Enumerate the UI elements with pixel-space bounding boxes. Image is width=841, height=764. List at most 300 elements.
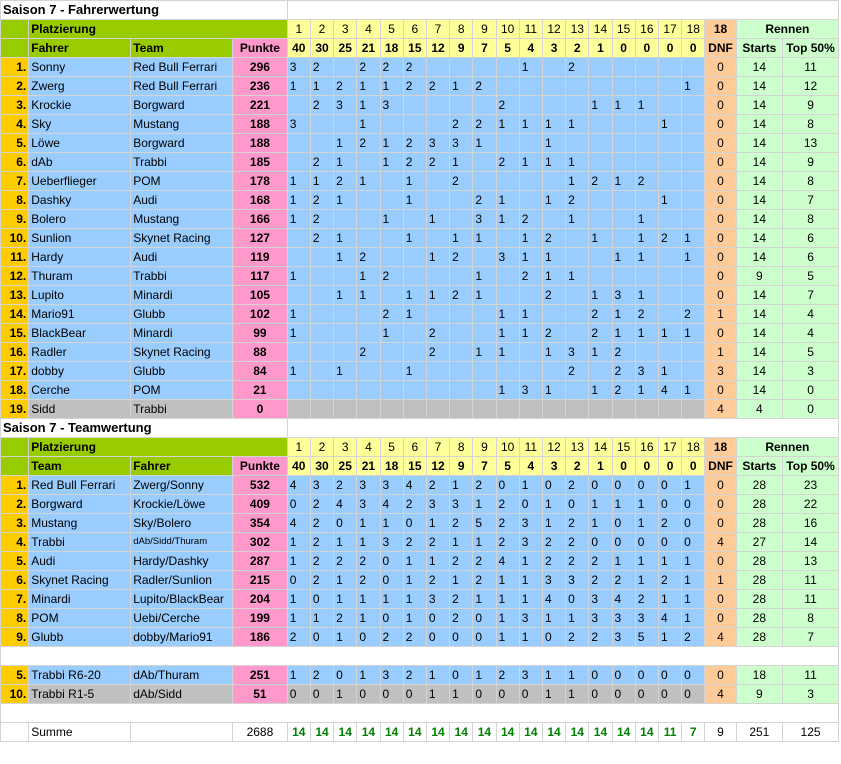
race-result-cell[interactable]: 2: [658, 229, 681, 248]
name-cell[interactable]: Mario91: [29, 305, 131, 324]
race-result-cell[interactable]: [682, 400, 705, 419]
race-result-cell[interactable]: [357, 400, 380, 419]
race-result-cell[interactable]: [287, 381, 310, 400]
points-cell[interactable]: 51: [233, 685, 288, 704]
starts-cell[interactable]: 14: [736, 96, 782, 115]
race-result-cell[interactable]: [380, 400, 403, 419]
race-result-cell[interactable]: [287, 248, 310, 267]
platzierung-header[interactable]: Platzierung: [29, 20, 287, 39]
race-result-cell[interactable]: 1: [658, 324, 681, 343]
race-result-cell[interactable]: 0: [426, 628, 449, 647]
race-result-cell[interactable]: [473, 324, 496, 343]
race-result-cell[interactable]: 2: [310, 552, 333, 571]
race-result-cell[interactable]: [426, 58, 449, 77]
race-result-cell[interactable]: [403, 381, 426, 400]
race-result-cell[interactable]: 0: [658, 685, 681, 704]
race-result-cell[interactable]: 3: [380, 96, 403, 115]
race-result-cell[interactable]: [450, 58, 473, 77]
rank-cell[interactable]: 17.: [1, 362, 29, 381]
race-result-cell[interactable]: [658, 58, 681, 77]
points-scheme-header[interactable]: 1: [589, 39, 612, 58]
top50-cell[interactable]: 13: [783, 552, 839, 571]
race-result-cell[interactable]: [589, 115, 612, 134]
rank-cell[interactable]: 3.: [1, 96, 29, 115]
points-cell[interactable]: 166: [233, 210, 288, 229]
rank-cell[interactable]: 7.: [1, 590, 29, 609]
race-number-header[interactable]: 6: [403, 20, 426, 39]
race-result-cell[interactable]: 1: [496, 191, 519, 210]
race-result-cell[interactable]: 2: [426, 571, 449, 590]
race-result-cell[interactable]: 0: [496, 685, 519, 704]
race-result-cell[interactable]: 1: [287, 609, 310, 628]
race-number-header[interactable]: 10: [496, 438, 519, 457]
header-corner[interactable]: [1, 20, 29, 39]
race-result-cell[interactable]: 1: [658, 115, 681, 134]
race-result-cell[interactable]: 2: [450, 552, 473, 571]
race-result-cell[interactable]: 2: [403, 495, 426, 514]
race-result-cell[interactable]: 0: [589, 685, 612, 704]
race-result-cell[interactable]: [334, 324, 357, 343]
race-result-cell[interactable]: [519, 191, 542, 210]
race-result-cell[interactable]: [310, 248, 333, 267]
punkte-column-header[interactable]: Punkte: [233, 457, 288, 476]
race-result-cell[interactable]: 0: [658, 666, 681, 685]
race-result-cell[interactable]: 0: [426, 609, 449, 628]
race-result-cell[interactable]: [542, 400, 565, 419]
race-result-cell[interactable]: 2: [310, 96, 333, 115]
dnf-cell[interactable]: 0: [705, 286, 736, 305]
race-result-cell[interactable]: 1: [287, 210, 310, 229]
race-result-cell[interactable]: [357, 210, 380, 229]
race-result-cell[interactable]: 1: [496, 210, 519, 229]
team-cell[interactable]: Mustang: [131, 115, 233, 134]
race-result-cell[interactable]: [612, 191, 635, 210]
top50-cell[interactable]: 4: [783, 305, 839, 324]
race-result-cell[interactable]: 1: [682, 248, 705, 267]
race-number-header[interactable]: 7: [426, 20, 449, 39]
race-result-cell[interactable]: 0: [612, 514, 635, 533]
drivers-cell[interactable]: dAb/Sidd/Thuram: [131, 533, 233, 552]
race-result-cell[interactable]: 2: [426, 324, 449, 343]
race-result-cell[interactable]: 3: [426, 495, 449, 514]
race-result-cell[interactable]: 0: [612, 666, 635, 685]
race-result-cell[interactable]: 0: [496, 476, 519, 495]
summe-race-cell[interactable]: 14: [473, 723, 496, 742]
race-result-cell[interactable]: 1: [635, 286, 658, 305]
points-scheme-header[interactable]: 4: [519, 39, 542, 58]
race-result-cell[interactable]: 4: [334, 495, 357, 514]
team-cell[interactable]: Skynet Racing: [29, 571, 131, 590]
summe-race-cell[interactable]: 14: [380, 723, 403, 742]
race-number-header[interactable]: 18: [682, 438, 705, 457]
race-result-cell[interactable]: 2: [566, 628, 589, 647]
race-result-cell[interactable]: [450, 96, 473, 115]
race-result-cell[interactable]: [658, 400, 681, 419]
race-result-cell[interactable]: 0: [473, 628, 496, 647]
race-result-cell[interactable]: 1: [403, 172, 426, 191]
race-result-cell[interactable]: 1: [496, 324, 519, 343]
race-result-cell[interactable]: 3: [612, 609, 635, 628]
race-result-cell[interactable]: 1: [612, 324, 635, 343]
race-result-cell[interactable]: 2: [310, 533, 333, 552]
race-result-cell[interactable]: [542, 305, 565, 324]
race-result-cell[interactable]: 0: [519, 495, 542, 514]
points-scheme-header[interactable]: 9: [450, 39, 473, 58]
race-result-cell[interactable]: 1: [589, 229, 612, 248]
race-result-cell[interactable]: 2: [310, 153, 333, 172]
race-result-cell[interactable]: [612, 58, 635, 77]
race-result-cell[interactable]: 1: [426, 552, 449, 571]
summe-total[interactable]: 2688: [233, 723, 288, 742]
dnf-cell[interactable]: 0: [705, 609, 736, 628]
race-result-cell[interactable]: 0: [612, 476, 635, 495]
fahrer-column-header[interactable]: Fahrer: [29, 39, 131, 58]
race-result-cell[interactable]: [380, 343, 403, 362]
race-result-cell[interactable]: 2: [542, 552, 565, 571]
top50-cell[interactable]: 9: [783, 96, 839, 115]
race-result-cell[interactable]: [519, 362, 542, 381]
race-result-cell[interactable]: 4: [496, 552, 519, 571]
race-result-cell[interactable]: [635, 77, 658, 96]
race-result-cell[interactable]: [658, 267, 681, 286]
dnf-cell[interactable]: 4: [705, 628, 736, 647]
race-result-cell[interactable]: [334, 400, 357, 419]
race-result-cell[interactable]: 4: [287, 514, 310, 533]
top50-cell[interactable]: 8: [783, 609, 839, 628]
race-result-cell[interactable]: [310, 324, 333, 343]
name-cell[interactable]: Dashky: [29, 191, 131, 210]
race-result-cell[interactable]: 1: [380, 77, 403, 96]
points-scheme-header[interactable]: 25: [334, 39, 357, 58]
race-number-header[interactable]: 8: [450, 20, 473, 39]
race-number-header[interactable]: 16: [635, 20, 658, 39]
summe-dnf[interactable]: 9: [705, 723, 736, 742]
race-result-cell[interactable]: 1: [287, 362, 310, 381]
team-cell[interactable]: Audi: [131, 191, 233, 210]
dnf-cell[interactable]: 0: [705, 248, 736, 267]
race-result-cell[interactable]: 2: [450, 590, 473, 609]
race-result-cell[interactable]: [310, 286, 333, 305]
race-result-cell[interactable]: 5: [473, 514, 496, 533]
dnf-cell[interactable]: 1: [705, 305, 736, 324]
points-cell[interactable]: 199: [233, 609, 288, 628]
race-result-cell[interactable]: 1: [589, 514, 612, 533]
race-result-cell[interactable]: 1: [566, 210, 589, 229]
dnf-count-header[interactable]: 18: [705, 20, 736, 39]
race-result-cell[interactable]: [566, 324, 589, 343]
race-result-cell[interactable]: [496, 172, 519, 191]
race-result-cell[interactable]: [682, 58, 705, 77]
top50-cell[interactable]: 7: [783, 191, 839, 210]
starts-cell[interactable]: 14: [736, 381, 782, 400]
race-result-cell[interactable]: 1: [496, 628, 519, 647]
race-result-cell[interactable]: 1: [334, 229, 357, 248]
race-result-cell[interactable]: [566, 381, 589, 400]
dnf-cell[interactable]: 0: [705, 552, 736, 571]
race-result-cell[interactable]: 1: [426, 514, 449, 533]
race-result-cell[interactable]: [450, 305, 473, 324]
race-result-cell[interactable]: [612, 115, 635, 134]
race-result-cell[interactable]: [682, 134, 705, 153]
race-number-header[interactable]: 13: [566, 20, 589, 39]
race-result-cell[interactable]: [566, 134, 589, 153]
name-cell[interactable]: Sky: [29, 115, 131, 134]
race-result-cell[interactable]: 2: [589, 324, 612, 343]
dnf-count-header[interactable]: 18: [705, 438, 736, 457]
race-result-cell[interactable]: 2: [473, 191, 496, 210]
race-result-cell[interactable]: 1: [519, 153, 542, 172]
race-result-cell[interactable]: 1: [566, 267, 589, 286]
race-result-cell[interactable]: [426, 305, 449, 324]
name-cell[interactable]: Radler: [29, 343, 131, 362]
race-result-cell[interactable]: [357, 381, 380, 400]
race-result-cell[interactable]: [287, 286, 310, 305]
name-cell[interactable]: Sunlion: [29, 229, 131, 248]
race-result-cell[interactable]: 1: [682, 476, 705, 495]
race-result-cell[interactable]: 1: [287, 324, 310, 343]
race-result-cell[interactable]: 1: [287, 533, 310, 552]
race-number-header[interactable]: 9: [473, 20, 496, 39]
race-number-header[interactable]: 12: [542, 438, 565, 457]
race-result-cell[interactable]: 2: [380, 267, 403, 286]
points-scheme-header[interactable]: 18: [380, 39, 403, 58]
race-result-cell[interactable]: [519, 343, 542, 362]
rank-cell[interactable]: 10.: [1, 685, 29, 704]
race-number-header[interactable]: 1: [287, 20, 310, 39]
points-scheme-header[interactable]: 4: [519, 457, 542, 476]
race-result-cell[interactable]: 1: [658, 191, 681, 210]
race-result-cell[interactable]: 2: [334, 476, 357, 495]
race-result-cell[interactable]: 0: [310, 628, 333, 647]
race-result-cell[interactable]: [473, 248, 496, 267]
race-result-cell[interactable]: [310, 362, 333, 381]
race-result-cell[interactable]: 1: [542, 115, 565, 134]
rank-cell[interactable]: 6.: [1, 571, 29, 590]
race-result-cell[interactable]: 3: [635, 609, 658, 628]
race-result-cell[interactable]: [496, 134, 519, 153]
race-result-cell[interactable]: [519, 77, 542, 96]
rank-cell[interactable]: 10.: [1, 229, 29, 248]
race-result-cell[interactable]: 1: [450, 476, 473, 495]
race-result-cell[interactable]: 1: [519, 115, 542, 134]
race-result-cell[interactable]: 3: [635, 362, 658, 381]
rank-cell[interactable]: 8.: [1, 191, 29, 210]
race-result-cell[interactable]: [380, 191, 403, 210]
race-result-cell[interactable]: 1: [682, 609, 705, 628]
drivers-cell[interactable]: dobby/Mario91: [131, 628, 233, 647]
race-result-cell[interactable]: 2: [566, 191, 589, 210]
points-cell[interactable]: 236: [233, 77, 288, 96]
race-result-cell[interactable]: 0: [635, 476, 658, 495]
team-column-header[interactable]: Team: [29, 457, 131, 476]
race-result-cell[interactable]: 2: [519, 267, 542, 286]
dnf-cell[interactable]: 0: [705, 58, 736, 77]
summe-race-cell[interactable]: 14: [310, 723, 333, 742]
race-result-cell[interactable]: 1: [334, 685, 357, 704]
race-number-header[interactable]: 14: [589, 20, 612, 39]
race-result-cell[interactable]: 0: [682, 514, 705, 533]
points-cell[interactable]: 117: [233, 267, 288, 286]
race-result-cell[interactable]: [658, 248, 681, 267]
race-result-cell[interactable]: 3: [519, 609, 542, 628]
summe-race-cell[interactable]: 14: [566, 723, 589, 742]
rank-cell[interactable]: 12.: [1, 267, 29, 286]
race-result-cell[interactable]: [450, 210, 473, 229]
race-result-cell[interactable]: 1: [612, 96, 635, 115]
race-result-cell[interactable]: 2: [612, 343, 635, 362]
team-cell[interactable]: Red Bull Ferrari: [131, 58, 233, 77]
race-result-cell[interactable]: 1: [496, 343, 519, 362]
race-result-cell[interactable]: 1: [357, 115, 380, 134]
name-cell[interactable]: Löwe: [29, 134, 131, 153]
rank-cell[interactable]: 2.: [1, 77, 29, 96]
race-result-cell[interactable]: 1: [566, 685, 589, 704]
race-result-cell[interactable]: 1: [589, 96, 612, 115]
race-number-header[interactable]: 16: [635, 438, 658, 457]
team-cell[interactable]: Trabbi: [131, 267, 233, 286]
race-result-cell[interactable]: 3: [380, 533, 403, 552]
race-result-cell[interactable]: [334, 343, 357, 362]
race-result-cell[interactable]: 1: [519, 248, 542, 267]
race-result-cell[interactable]: 1: [473, 495, 496, 514]
points-scheme-header[interactable]: 5: [496, 39, 519, 58]
race-result-cell[interactable]: 2: [566, 552, 589, 571]
race-result-cell[interactable]: [287, 96, 310, 115]
starts-cell[interactable]: 27: [736, 533, 782, 552]
race-result-cell[interactable]: 2: [310, 571, 333, 590]
race-result-cell[interactable]: 1: [635, 96, 658, 115]
race-result-cell[interactable]: 3: [450, 134, 473, 153]
race-result-cell[interactable]: 1: [473, 134, 496, 153]
race-result-cell[interactable]: 2: [566, 58, 589, 77]
race-result-cell[interactable]: 2: [542, 229, 565, 248]
race-result-cell[interactable]: 0: [380, 552, 403, 571]
drivers-cell[interactable]: dAb/Thuram: [131, 666, 233, 685]
dnf-cell[interactable]: 0: [705, 590, 736, 609]
race-result-cell[interactable]: 1: [357, 514, 380, 533]
race-number-header[interactable]: 5: [380, 20, 403, 39]
race-result-cell[interactable]: 3: [473, 210, 496, 229]
race-result-cell[interactable]: 3: [519, 381, 542, 400]
race-result-cell[interactable]: [542, 77, 565, 96]
race-result-cell[interactable]: 1: [357, 77, 380, 96]
race-result-cell[interactable]: 1: [426, 666, 449, 685]
race-result-cell[interactable]: 1: [612, 552, 635, 571]
race-result-cell[interactable]: 1: [682, 590, 705, 609]
race-result-cell[interactable]: 0: [566, 590, 589, 609]
race-result-cell[interactable]: 1: [310, 172, 333, 191]
race-result-cell[interactable]: 1: [403, 286, 426, 305]
race-result-cell[interactable]: 2: [403, 153, 426, 172]
starts-cell[interactable]: 14: [736, 115, 782, 134]
race-result-cell[interactable]: [380, 286, 403, 305]
race-result-cell[interactable]: 1: [612, 305, 635, 324]
race-result-cell[interactable]: [542, 96, 565, 115]
race-result-cell[interactable]: 3: [519, 533, 542, 552]
points-scheme-header[interactable]: 2: [566, 39, 589, 58]
race-result-cell[interactable]: 0: [310, 590, 333, 609]
race-result-cell[interactable]: 1: [566, 666, 589, 685]
race-number-header[interactable]: 5: [380, 438, 403, 457]
drivers-cell[interactable]: Zwerg/Sonny: [131, 476, 233, 495]
race-result-cell[interactable]: 1: [519, 324, 542, 343]
team-cell[interactable]: POM: [29, 609, 131, 628]
race-result-cell[interactable]: [473, 58, 496, 77]
race-result-cell[interactable]: [682, 172, 705, 191]
race-result-cell[interactable]: 2: [496, 96, 519, 115]
race-result-cell[interactable]: 1: [496, 609, 519, 628]
points-scheme-header[interactable]: 0: [612, 457, 635, 476]
race-result-cell[interactable]: 3: [426, 590, 449, 609]
race-result-cell[interactable]: 0: [473, 685, 496, 704]
starts-cell[interactable]: 28: [736, 514, 782, 533]
race-result-cell[interactable]: 1: [496, 115, 519, 134]
top50-cell[interactable]: 14: [783, 533, 839, 552]
rank-cell[interactable]: 14.: [1, 305, 29, 324]
points-scheme-header[interactable]: 18: [380, 457, 403, 476]
race-result-cell[interactable]: 1: [403, 191, 426, 210]
race-result-cell[interactable]: 1: [519, 552, 542, 571]
rank-cell[interactable]: 18.: [1, 381, 29, 400]
top50-cell[interactable]: 22: [783, 495, 839, 514]
fahrer-column-header[interactable]: Fahrer: [131, 457, 233, 476]
race-result-cell[interactable]: 1: [380, 210, 403, 229]
race-result-cell[interactable]: 1: [496, 571, 519, 590]
race-result-cell[interactable]: 1: [635, 495, 658, 514]
race-result-cell[interactable]: [287, 229, 310, 248]
race-result-cell[interactable]: [310, 343, 333, 362]
race-result-cell[interactable]: [357, 191, 380, 210]
dnf-cell[interactable]: 0: [705, 172, 736, 191]
race-result-cell[interactable]: [287, 134, 310, 153]
points-cell[interactable]: 185: [233, 153, 288, 172]
points-cell[interactable]: 188: [233, 134, 288, 153]
race-result-cell[interactable]: 1: [519, 476, 542, 495]
summe-race-cell[interactable]: 14: [450, 723, 473, 742]
summe-race-cell[interactable]: 14: [426, 723, 449, 742]
race-result-cell[interactable]: 3: [519, 666, 542, 685]
race-result-cell[interactable]: 1: [334, 590, 357, 609]
rank-cell[interactable]: 8.: [1, 609, 29, 628]
race-result-cell[interactable]: 0: [589, 666, 612, 685]
starts-cell[interactable]: 14: [736, 229, 782, 248]
race-result-cell[interactable]: [635, 153, 658, 172]
race-result-cell[interactable]: [519, 134, 542, 153]
race-result-cell[interactable]: 0: [635, 685, 658, 704]
starts-cell[interactable]: 14: [736, 172, 782, 191]
race-result-cell[interactable]: 1: [542, 685, 565, 704]
points-scheme-header[interactable]: 12: [426, 457, 449, 476]
race-result-cell[interactable]: 0: [612, 533, 635, 552]
race-result-cell[interactable]: [542, 58, 565, 77]
rank-cell[interactable]: 13.: [1, 286, 29, 305]
race-result-cell[interactable]: 2: [542, 286, 565, 305]
race-result-cell[interactable]: [310, 115, 333, 134]
dnf-cell[interactable]: 0: [705, 134, 736, 153]
points-scheme-header[interactable]: 15: [403, 457, 426, 476]
race-result-cell[interactable]: 2: [542, 324, 565, 343]
race-number-header[interactable]: 13: [566, 438, 589, 457]
race-result-cell[interactable]: 1: [519, 58, 542, 77]
race-result-cell[interactable]: 2: [426, 476, 449, 495]
header-corner[interactable]: [1, 457, 29, 476]
race-result-cell[interactable]: 0: [357, 628, 380, 647]
points-cell[interactable]: 354: [233, 514, 288, 533]
race-result-cell[interactable]: 1: [380, 134, 403, 153]
header-corner[interactable]: [1, 438, 29, 457]
team-cell[interactable]: Red Bull Ferrari: [131, 77, 233, 96]
summe-corner[interactable]: [1, 723, 29, 742]
